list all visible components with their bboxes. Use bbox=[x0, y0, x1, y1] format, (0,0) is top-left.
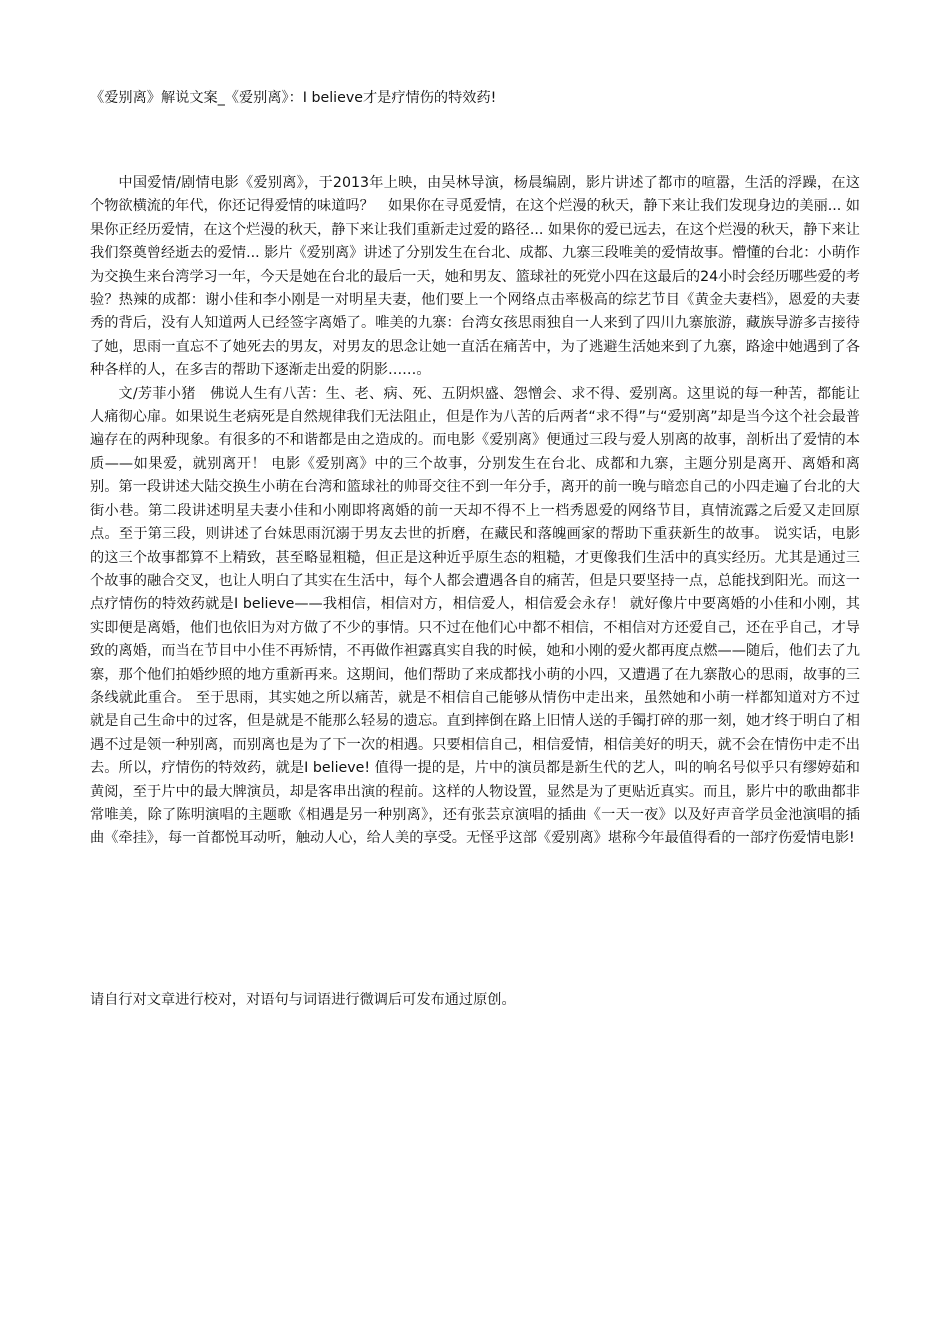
document-body bbox=[90, 172, 860, 851]
document-title: 《爱别离》解说文案_《爱别离》：I believe才是疗情伤的特效药! bbox=[90, 90, 497, 106]
paragraph-intro: 中国爱情/剧情电影《爱别离》，于2013年上映，由吴林导演，杨晨编剧，影片讲述了都市的喧嚣，生活的浮躁，在这个物欲横流的年代，你还记得爱情的味道吗？ 如果你在寻觅爱情，在这个烂漫的秋天，静下来让我们发现身边的美丽... 如果你正经历爱情，在这个烂漫的秋天，静下来让我们重新走过爱的路径... 如果你的爱已远去，在这个烂漫的秋天，静下来让我们祭奠曾经逝去的爱情... 影片《爱别离》讲述了分别发生在台北、成都、九寨三段唯美的爱情故事。懵懂的台北：小萌作为交换生来台湾学习一年，今天是她在台北的最后一天，她和男友、篮球社的死党小四在这最后的24小时会经历哪些爱的考验？热辣的成都：谢小佳和李小刚是一对明星夫妻，他们要上一个网络点击率极高的综艺节目《黄金夫妻档》，恩爱的夫妻秀的背后，没有人知道两人已经签字离婚了。唯美的九寨：台湾女孩思雨独自一人来到了四川九寨旅游，藏族导游多吉接待了她，思雨一直忘不了她死去的男友，对男友的思念让她一直活在痛苦中，为了逃避生活她来到了九寨，路途中她遇到了各种各样的人，在多吉的帮助下逐渐走出爱的阴影……。 bbox=[90, 175, 860, 379]
footer-note: 请自行对文章进行校对，对语句与词语进行微调后可发布通过原创。 bbox=[90, 992, 516, 1008]
paragraph-review: 文/芳菲小猪 佛说人生有八苦：生、老、病、死、五阴炽盛、怨憎会、求不得、爱别离。这里说的每一种苦，都能让人痛彻心扉。如果说生老病死是自然规律我们无法阻止，但是作为八苦的后两者“求不得”与“爱别离”却是当今这个社会最普遍存在的两种现象。有很多的不和谐都是由之造成的。而电影《爱别离》便通过三段与爱人别离的故事，剖析出了爱情的本质——如果爱，就别离开！ 电影《爱别离》中的三个故事，分别发生在台北、成都和九寨，主题分别是离开、离婚和离别。第一段讲述大陆交换生小萌在台湾和篮球社的帅哥交往不到一年分手，离开的前一晚与暗恋自己的小四走遍了台北的大街小巷。第二段讲述明星夫妻小佳和小刚即将离婚的前一天却不得不上一档秀恩爱的网络节目，真情流露之后爱又走回原点。至于第三段，则讲述了台妹思雨沉溺于男友去世的折磨，在藏民和落魄画家的帮助下重获新生的故事。 说实话，电影的这三个故事都算不上精致，甚至略显粗糙，但正是这种近乎原生态的粗糙，才更像我们生活中的真实经历。尤其是通过三个故事的融合交叉，也让人明白了其实在生活中，每个人都会遭遇各自的痛苦，但是只要坚持一点，总能找到阳光。而这一点疗情伤的特效药就是I believe——我相信，相信对方，相信爱人，相信爱会永存！ 就好像片中要离婚的小佳和小刚，其实即便是离婚，他们也依旧为对方做了不少的事情。只不过在他们心中都不相信，不相信对方还爱自己，还在乎自己，才导致的离婚，而当在节目中小佳不再矫情，不再做作袒露真实自我的时候，她和小刚的爱火都再度点燃——随后，他们去了九寨，那个他们拍婚纱照的地方重新再来。这期间，他们帮助了来成都找小萌的小四，又遭遇了在九寨散心的思雨，故事的三条线就此重合。 至于思雨，其实她之所以痛苦，就是不相信自己能够从情伤中走出来，虽然她和小萌一样都知道对方不过就是自己生命中的过客，但是就是不能那么轻易的遗忘。直到摔倒在路上旧情人送的手镯打碎的那一刻，她才终于明白了相遇不过是领一种别离，而别离也是为了下一次的相遇。只要相信自己，相信爱情，相信美好的明天，就不会在情伤中走不出去。所以，疗情伤的特效药，就是I believe! 值得一提的是，片中的演员都是新生代的艺人，叫的响名号似乎只有缪婷茹和黄阅，至于片中的最大牌演员，却是客串出演的程前。这样的人物设置，显然是为了更贴近真实。而且，影片中的歌曲都非常唯美，除了陈明演唱的主题歌《相遇是另一种别离》，还有张芸京演唱的插曲《一天一夜》以及好声音学员金池演唱的插曲《牵挂》，每一首都悦耳动听，触动人心，给人美的享受。无怪乎这部《爱别离》堪称今年最值得看的一部疗伤爱情电影! bbox=[90, 385, 860, 847]
document-page bbox=[90, 86, 860, 851]
